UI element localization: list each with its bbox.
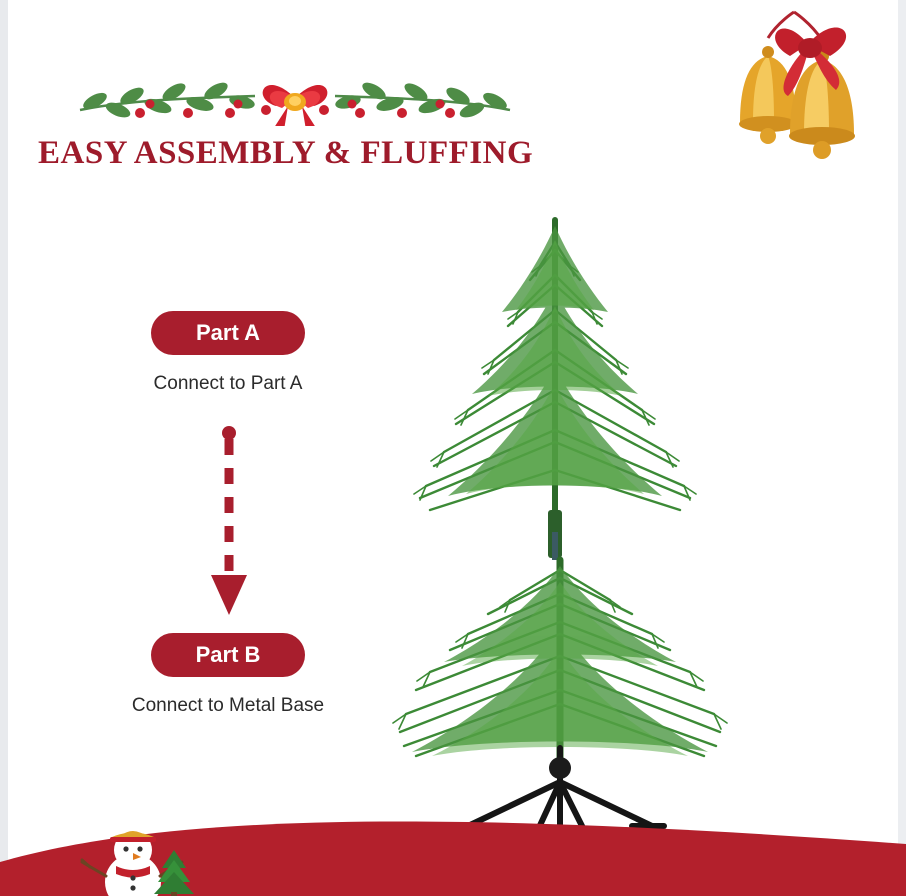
mini-tree-icon xyxy=(152,848,196,896)
part-a-text: Part A xyxy=(196,320,260,345)
golden-bells-icon xyxy=(698,4,888,164)
label-part-a xyxy=(151,311,305,355)
part-b-text: Part B xyxy=(195,642,261,667)
holly-garland-icon xyxy=(70,58,520,126)
tree-top-section-image xyxy=(390,180,720,560)
caption-part-b: Connect to Metal Base xyxy=(131,695,325,716)
dashed-arrow-icon xyxy=(200,425,260,620)
page-title: EASY ASSEMBLY & FLUFFING xyxy=(38,135,534,171)
page-right-edge xyxy=(898,0,906,896)
caption-part-a: Connect to Part A xyxy=(153,373,303,394)
label-part-b xyxy=(151,633,305,677)
page-left-edge xyxy=(0,0,8,896)
